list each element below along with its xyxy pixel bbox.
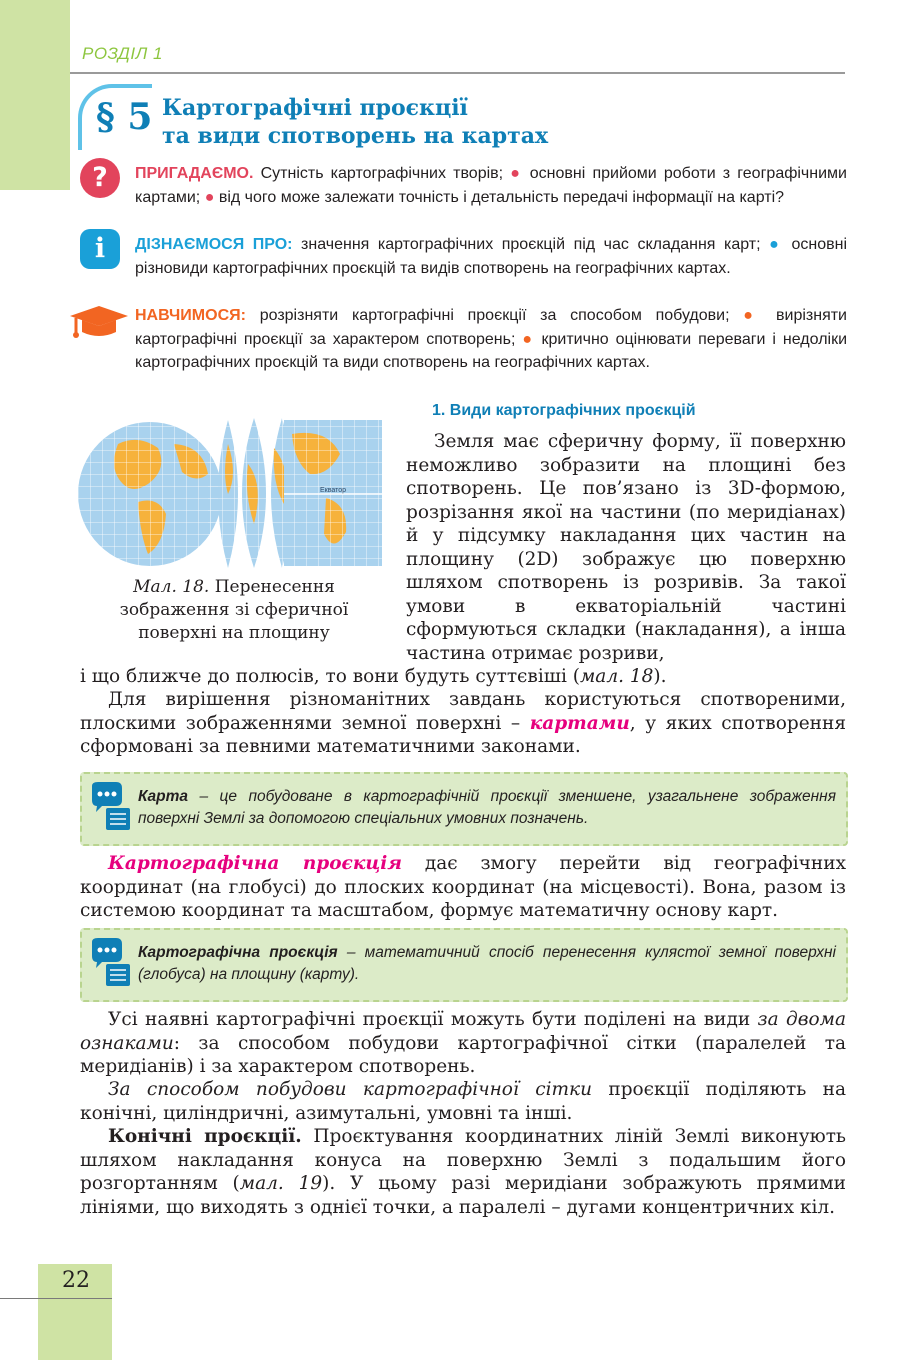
- paragraph-badge: [78, 84, 166, 146]
- definition-box: [80, 772, 848, 846]
- skills-text3: критично оцінювати переваги і недоліки картографічних проєкцій та види спотворень на географічних картах.: [135, 330, 848, 371]
- skills-text2: вирізняти картографічні проєкції за характером спотворень;: [135, 307, 847, 348]
- body-text-span: Усі наявні картографічні проєкції можуть бути поділені на види: [108, 1009, 751, 1030]
- body-text-span: і що ближче до полюсів, то вони будуть суттєвіші (: [80, 666, 580, 687]
- bullet-icon: ●: [204, 188, 215, 206]
- body-italic: За способом побудови картографічної сітки: [108, 1079, 592, 1100]
- flat-map-image: [284, 420, 382, 566]
- learn-about-label: ДІЗНАЄМОСЯ ПРО:: [135, 236, 293, 253]
- projection-figure: [78, 414, 384, 570]
- body-italic: за двома ознаками: [80, 1009, 846, 1054]
- lesson-title-line1: Картографічні проєкції: [162, 95, 468, 121]
- skills-label: НАВЧИМОСЯ:: [135, 307, 246, 324]
- definition-text: [138, 786, 836, 830]
- definition-text: [138, 942, 836, 986]
- definition-body: – це побудоване в картографічній проєкції зменшене, узагальнене зображення поверхні Землі за допомогою спеціальних умовних позначень.: [138, 788, 836, 827]
- bullet-icon: ●: [743, 307, 763, 324]
- body-text-span: проєкції поділяють на конічні, циліндричні, азимутальні, умовні та інші.: [80, 1079, 846, 1124]
- speech-bubble-book-icon: [90, 782, 134, 832]
- body-paragraph-1-continued: [80, 665, 846, 689]
- recall-block: [135, 162, 847, 209]
- body-paragraph-5: [80, 1078, 846, 1125]
- body-text-span: : за способом побудови картографічної сітки (паралелей та меридіанів) і за характером спотворень.: [80, 1032, 846, 1077]
- body-text-span: дає змогу перейти від географічних координат (на глобусі) до плоских координат (на місцевості). Вона, разом із системою координат та масштабом, формує математичну основу карт.: [80, 853, 846, 921]
- body-paragraph-3: [80, 852, 846, 923]
- bullet-icon: ●: [510, 165, 523, 182]
- info-icon: i: [80, 229, 120, 269]
- recall-text3: від чого може залежати точність і детальність передачі інформації на карті?: [218, 188, 785, 206]
- paragraph-number: § 5: [96, 96, 153, 138]
- header-rule: [70, 72, 845, 74]
- section-heading: 1. Види картографічних проєкцій: [432, 402, 696, 419]
- definition-box: [80, 928, 848, 1002]
- section-label: РОЗДІЛ 1: [82, 44, 163, 63]
- body-bold: Конічні проєкції.: [108, 1126, 302, 1147]
- graduation-cap-icon: [68, 302, 130, 340]
- page-number: 22: [62, 1268, 90, 1293]
- body-paragraph-2: [80, 688, 846, 759]
- recall-text2: основні прийоми роботи з географічними картами;: [135, 165, 847, 206]
- sidebar-band: [0, 0, 70, 190]
- body-text-span: ).: [653, 666, 667, 687]
- lesson-title-line2: та види спотворень на картах: [162, 123, 549, 149]
- learn-about-text: значення картографічних проєкцій під час складання карт;: [301, 236, 761, 253]
- lesson-title: [162, 94, 548, 150]
- body-text-span: Для вирішення різноманітних завдань користуються спотвореними, плоскими зображеннями земної поверхні –: [80, 689, 846, 734]
- skills-block: [135, 304, 847, 375]
- learn-about-block: [135, 233, 847, 280]
- body-paragraph-1: Земля має сферичну форму, її поверхню неможливо зобразити на площині без спотворень. Це пов’язано із 3D-формою, розрізання якої на частини (по меридіанах) й у підсумку накладання цих частин на площину (2D) зображує цю поверхню шляхом спотворень із розривів. За такої умови в екваторіальній частині сформуються складки (накладання), а інша частина отримає розриви,: [406, 431, 846, 664]
- definition-body: – математичний спосіб перенесення кулястої земної поверхні (глобуса) на площину (карту).: [138, 944, 836, 983]
- learn-about-text2: основні різновиди картографічних проєкцій та видів спотворень на географічних картах.: [135, 236, 848, 277]
- bullet-icon: ●: [769, 236, 783, 253]
- definition-term: Картографічна проєкція: [138, 944, 338, 961]
- body-paragraph-4: [80, 1008, 846, 1079]
- body-text-span: Проєктування координатних ліній Землі виконують шляхом накладання конуса на поверхню Землі з подальшим його розгортанням (: [80, 1126, 846, 1194]
- bullet-icon: ●: [522, 330, 535, 348]
- figure-caption: [90, 576, 378, 645]
- figure-reference: мал. 19: [239, 1173, 323, 1194]
- skills-text: розрізняти картографічні проєкції за способом побудови;: [259, 307, 730, 324]
- body-text-span: , у яких спотворення сформовані за певними математичними законами.: [80, 712, 846, 757]
- recall-label: ПРИГАДАЄМО.: [135, 165, 254, 182]
- recall-text: Сутність картографічних творів;: [260, 165, 504, 182]
- footer-rule: [0, 1298, 112, 1299]
- figure-caption-text: Перенесення зображення зі сферичної поверхні на площину: [119, 577, 349, 643]
- body-text-span: ). У цьому разі меридіани зображують прямими лініями, що виходять з однієї точки, а паралелі – дугами концентричних кіл.: [80, 1173, 847, 1218]
- term-highlight: картами: [529, 712, 630, 734]
- speech-bubble-book-icon: [90, 938, 134, 988]
- question-icon: ?: [80, 158, 120, 198]
- body-paragraph-6: [80, 1125, 846, 1219]
- equator-label: Екватор: [320, 487, 347, 494]
- figure-caption-number: Мал. 18.: [133, 577, 210, 597]
- definition-term: Карта: [138, 788, 189, 805]
- globe-image: [78, 422, 222, 566]
- term-highlight: Картографічна проєкція: [108, 853, 402, 874]
- figure-reference: мал. 18: [579, 666, 654, 687]
